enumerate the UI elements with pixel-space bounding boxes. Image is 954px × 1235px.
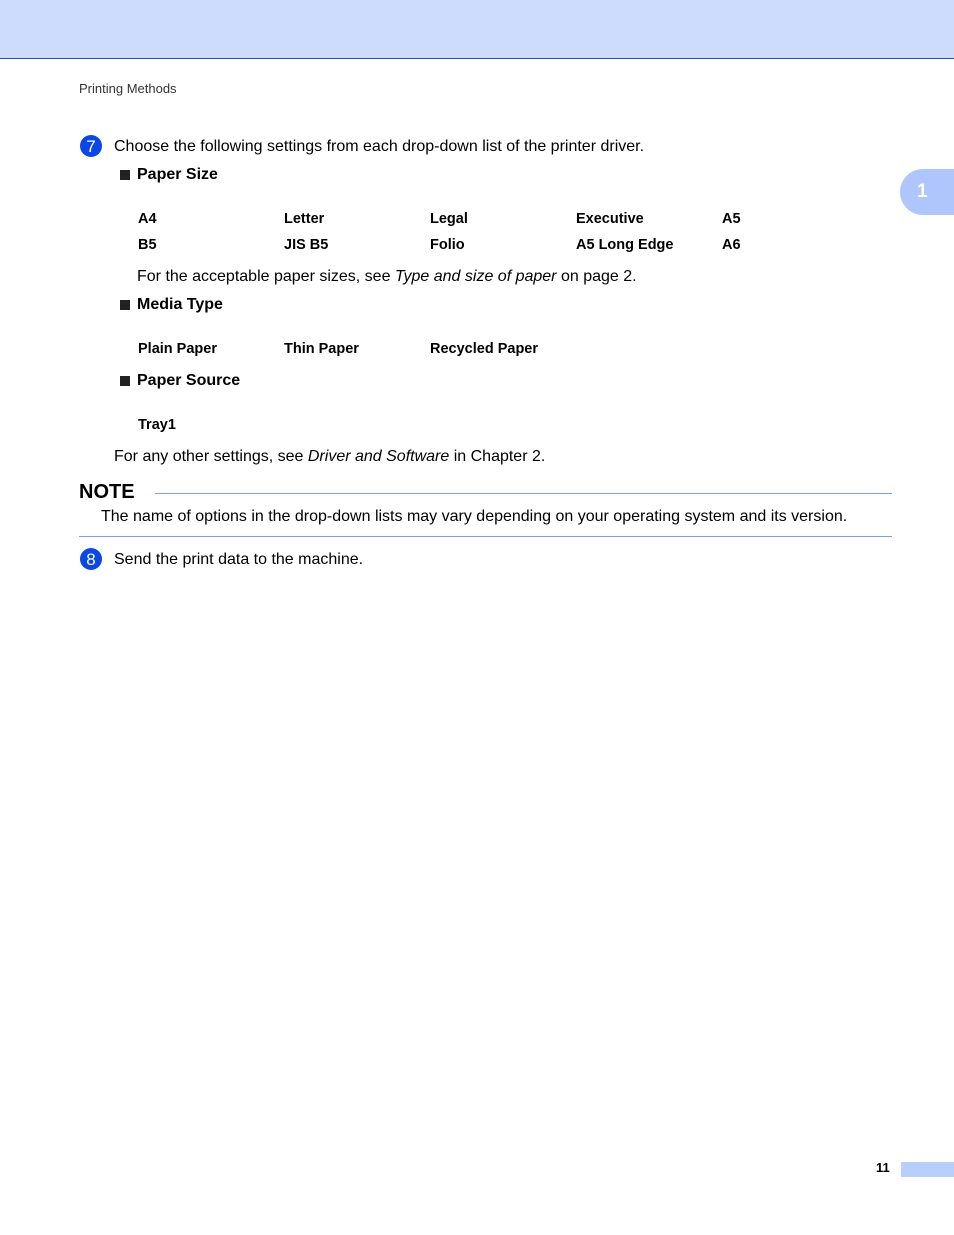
media-type-option: Plain Paper [138,341,217,357]
media-type-heading [120,296,223,314]
paper-size-heading [120,166,218,184]
breadcrumb: Printing Methods [79,81,177,96]
bullet-square-icon [120,170,130,180]
note-divider-top [155,493,892,494]
page-number-bar [901,1162,954,1177]
step-7-text: Choose the following settings from each drop-down list of the printer driver. [114,138,645,155]
paper-source-option: Tray1 [138,417,176,433]
step-number-8: 8 [80,548,102,570]
paper-source-heading [120,372,240,390]
paper-size-option: Letter [284,211,325,227]
bullet-square-icon [120,300,130,310]
note-title: NOTE [79,481,135,503]
paper-size-option: A6 [722,237,741,253]
header-band [0,0,954,59]
paper-size-reference-link[interactable]: Type and size of paper [394,268,557,285]
paper-size-option: A4 [138,211,157,227]
paper-size-option: A5 Long Edge [576,237,674,253]
step-8-text: Send the print data to the machine. [114,551,364,568]
other-settings-pre: For any other settings, see [114,448,308,465]
media-type-heading-label: Media Type [137,296,223,313]
media-type-option: Thin Paper [284,341,359,357]
bullet-square-icon [120,376,130,386]
page-number: 11 [876,1160,890,1175]
paper-size-reference [137,268,637,286]
step-number-7: 7 [80,135,102,157]
paper-size-reference-pre: For the acceptable paper sizes, see [137,268,395,285]
media-type-option: Recycled Paper [430,341,539,357]
paper-size-option: JIS B5 [284,237,329,253]
paper-size-reference-post: on page 2. [556,268,637,285]
paper-size-option: Legal [430,211,468,227]
other-settings-reference [114,448,545,466]
paper-size-option: Executive [576,211,644,227]
paper-size-option: A5 [722,211,741,227]
paper-source-heading-label: Paper Source [137,372,241,389]
paper-size-heading-label: Paper Size [137,166,218,183]
paper-size-option: B5 [138,237,157,253]
note-text: The name of options in the drop-down lists may vary depending on your operating system and its version. [101,508,848,525]
other-settings-post: in Chapter 2. [449,448,546,465]
note-divider-bottom [79,536,892,537]
chapter-tab[interactable]: 1 [900,169,954,215]
other-settings-link[interactable]: Driver and Software [307,448,450,465]
paper-size-option: Folio [430,237,465,253]
